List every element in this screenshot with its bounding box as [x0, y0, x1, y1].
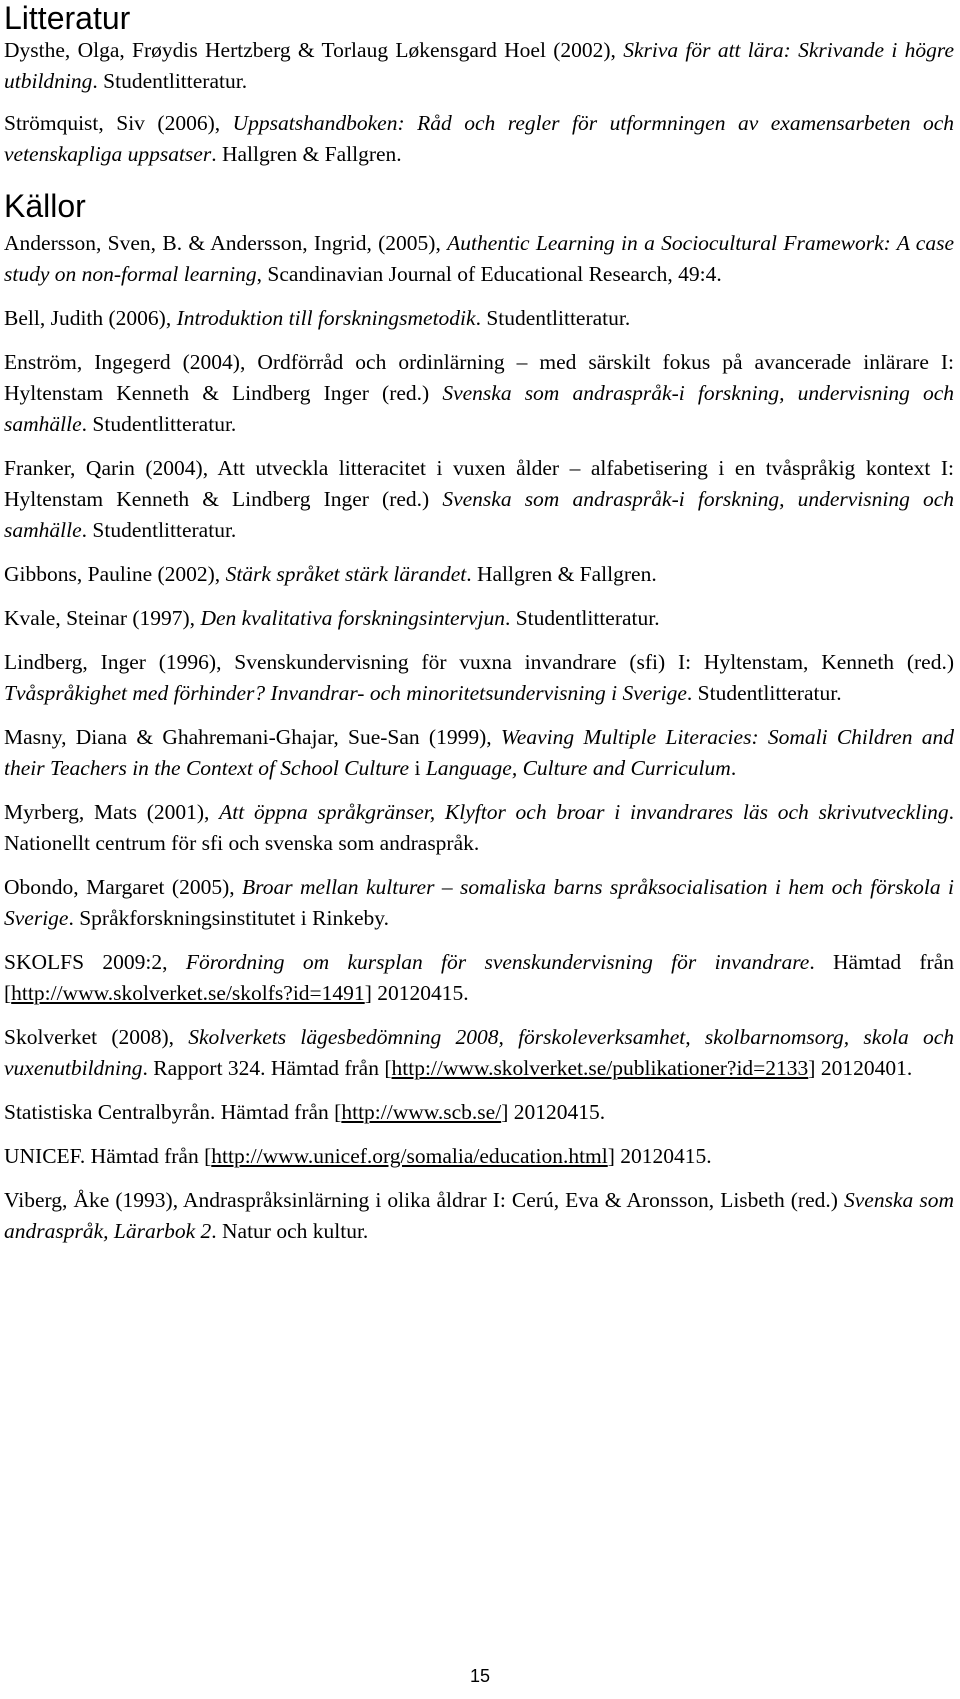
reference-text: Myrberg, Mats (2001),	[4, 800, 220, 824]
reference-text: . Studentlitteratur.	[92, 69, 248, 93]
reference-text: Masny, Diana & Ghahremani-Ghajar, Sue-San (1999),	[4, 725, 501, 749]
reference-entry	[4, 108, 954, 170]
reference-text: . Studentlitteratur.	[475, 306, 631, 330]
reference-text: UNICEF. Hämtad från [	[4, 1144, 212, 1168]
reference-text: ] 20120415.	[364, 981, 469, 1005]
reference-entry	[4, 35, 954, 97]
reference-text: Bell, Judith (2006),	[4, 306, 177, 330]
reference-text: . Studentlitteratur.	[504, 606, 660, 630]
reference-entry	[4, 603, 954, 634]
reference-title: Förordning om kursplan för svenskundervisning för invandrare	[185, 950, 810, 974]
reference-text: Kvale, Steinar (1997),	[4, 606, 201, 630]
reference-text: . Hämtad från [	[4, 950, 954, 1005]
reference-entry	[4, 453, 954, 546]
reference-text: Andersson, Sven, B. & Andersson, Ingrid, (2005),	[4, 231, 448, 255]
reference-text: Skolverket (2008),	[4, 1025, 189, 1049]
reference-entry	[4, 347, 954, 440]
page-number: 15	[469, 1666, 491, 1686]
reference-entry	[4, 722, 954, 784]
reference-text: . Språkforskningsinstitutet i Rinkeby.	[68, 906, 389, 930]
reference-text: Lindberg, Inger (1996), Svenskundervisning för vuxna invandrare (sfi) I: Hyltenstam, Kenneth (red.)	[4, 650, 954, 674]
reference-link[interactable]: http://www.scb.se/	[341, 1100, 502, 1124]
reference-text: ] 20120415.	[501, 1100, 606, 1124]
reference-text: Enström, Ingegerd (2004), Ordförråd och ordinlärning – med särskilt fokus på avancerade inlärare I: Hyltenstam Kenneth & Lindberg Inger (red.)	[4, 350, 954, 405]
reference-title: Skolverkets lägesbedömning 2008, förskoleverksamhet, skolbarnomsorg, skola och vuxenutbildning	[4, 1025, 955, 1080]
reference-entry	[4, 303, 954, 334]
reference-text: ] 20120415.	[607, 1144, 712, 1168]
reference-text: Obondo, Margaret (2005),	[4, 875, 243, 899]
reference-text: Strömquist, Siv (2006),	[4, 111, 233, 135]
reference-title: Svenska som andraspråk, Lärarbok 2	[4, 1188, 954, 1243]
reference-text: Dysthe, Olga, Frøydis Hertzberg & Torlaug Løkensgard Hoel (2002),	[4, 38, 624, 62]
reference-title: Language, Culture and Curriculum	[425, 756, 731, 780]
reference-text: . Hallgren & Fallgren.	[211, 142, 402, 166]
reference-text: . Hallgren & Fallgren.	[466, 562, 657, 586]
reference-title: Authentic Learning in a Sociocultural Framework: A case study on non-formal learning	[4, 231, 954, 286]
reference-text: . Studentlitteratur.	[686, 681, 842, 705]
reference-title: Uppsatshandboken: Råd och regler för utformningen av examensarbeten och vetenskapliga uppsatser	[4, 111, 954, 166]
reference-link[interactable]: http://www.skolverket.se/skolfs?id=1491	[11, 981, 365, 1005]
reference-entry	[4, 1022, 954, 1084]
reference-text: i	[409, 756, 426, 780]
reference-title: Stärk språket stärk lärandet	[225, 562, 467, 586]
reference-title: Tvåspråkighet med förhinder? Invandrar- och minoritetsundervisning i Sverige	[4, 681, 687, 705]
reference-title: Den kvalitativa forskningsintervjun	[200, 606, 505, 630]
litteratur-list	[4, 35, 954, 181]
reference-text: Statistiska Centralbyrån. Hämtad från [	[4, 1100, 342, 1124]
reference-entry	[4, 797, 954, 859]
reference-text: , Scandinavian Journal of Educational Research, 49:4.	[256, 262, 722, 286]
reference-text: .	[730, 756, 737, 780]
reference-link[interactable]: http://www.unicef.org/somalia/education.html	[211, 1144, 608, 1168]
reference-text: . Natur och kultur.	[211, 1219, 369, 1243]
reference-title: Broar mellan kulturer – somaliska barns språksocialisation i hem och förskola i Sverige	[4, 875, 954, 930]
heading-litteratur: Litteratur	[4, 0, 131, 36]
reference-text: ] 20120401.	[808, 1056, 913, 1080]
reference-text: Franker, Qarin (2004), Att utveckla litteracitet i vuxen ålder – alfabetisering i en tvåspråkig kontext I: Hyltenstam Kenneth & Lindberg Inger (red.)	[4, 456, 954, 511]
reference-text: . Studentlitteratur.	[81, 412, 237, 436]
reference-text: . Rapport 324. Hämtad från [	[142, 1056, 392, 1080]
reference-entry	[4, 228, 954, 290]
reference-entry	[4, 647, 954, 709]
reference-title: Skriva för att lära: Skrivande i högre utbildning	[4, 38, 954, 93]
reference-text: SKOLFS 2009:2,	[4, 950, 186, 974]
reference-text: . Nationellt centrum för sfi och svenska som andraspråk.	[4, 800, 954, 855]
reference-title: Introduktion till forskningsmetodik	[176, 306, 476, 330]
reference-text: Gibbons, Pauline (2002),	[4, 562, 226, 586]
reference-title: Weaving Multiple Literacies: Somali Children and their Teachers in the Context of School Culture	[4, 725, 954, 780]
reference-entry	[4, 1185, 954, 1247]
kallor-list	[4, 228, 954, 1260]
reference-text: Viberg, Åke (1993), Andraspråksinlärning i olika åldrar I: Cerú, Eva & Aronsson, Lisbeth (red.)	[4, 1188, 845, 1212]
reference-title: Att öppna språkgränser, Klyftor och broar i invandrares läs och skrivutveckling	[219, 800, 949, 824]
reference-entry	[4, 559, 954, 590]
reference-entry	[4, 872, 954, 934]
reference-entry	[4, 1141, 954, 1172]
reference-text: . Studentlitteratur.	[81, 518, 237, 542]
reference-link[interactable]: http://www.skolverket.se/publikationer?id=2133	[391, 1056, 809, 1080]
reference-title: Svenska som andraspråk-i forskning, undervisning och samhälle	[4, 381, 954, 436]
reference-entry	[4, 1097, 954, 1128]
reference-entry	[4, 947, 954, 1009]
reference-title: Svenska som andraspråk-i forskning, undervisning och samhälle	[4, 487, 954, 542]
heading-kallor: Källor	[4, 188, 86, 224]
